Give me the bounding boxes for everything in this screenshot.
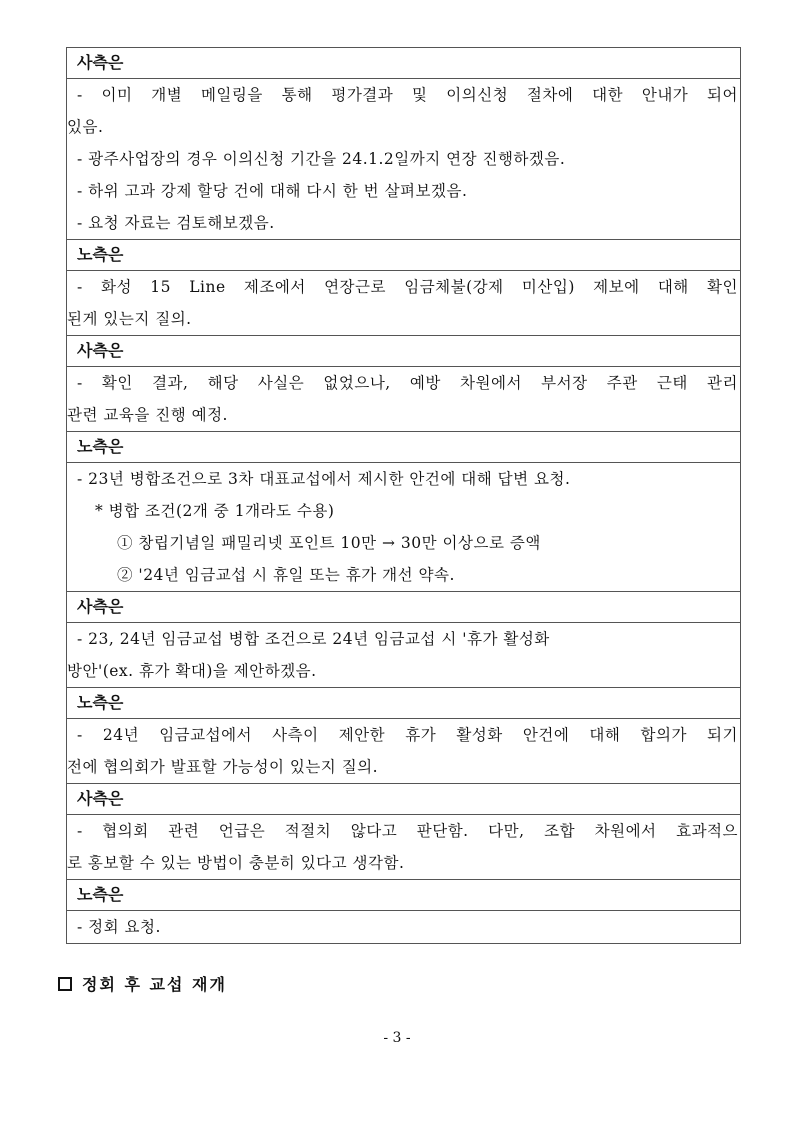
statement-line: 로 홍보할 수 있는 방법이 충분히 있다고 생각함. — [67, 854, 405, 872]
section-heading — [58, 972, 227, 995]
statement-line: * 병합 조건(2개 중 1개라도 수용) — [95, 502, 335, 520]
statement-line: - 광주사업장의 경우 이의신청 기간을 24.1.2일까지 연장 진행하겠음. — [77, 150, 566, 168]
statement-line: 관련 교육을 진행 예정. — [67, 406, 228, 424]
speaker-label: 노측은 — [67, 431, 740, 462]
minutes-table — [66, 47, 741, 944]
statement-block — [67, 78, 740, 239]
speaker-label: 사측은 — [67, 591, 740, 622]
statement-line: - 요청 자료는 검토해보겠음. — [77, 214, 275, 232]
statement-line: - 확인 결과, 해당 사실은 없었으나, 예방 차원에서 부서장 주관 근태 관리 — [77, 374, 738, 392]
statement-block — [67, 814, 740, 879]
statement-line: - 화성 15 Line 제조에서 연장근로 임금체불(강제 미산입) 제보에 대해 확인 — [77, 278, 738, 296]
speaker-label: 노측은 — [67, 687, 740, 718]
checkbox-icon — [58, 977, 72, 991]
statement-block — [67, 910, 740, 943]
statement-line: - 협의회 관련 언급은 적절치 않다고 판단함. 다만, 조합 차원에서 효과적으 — [77, 822, 738, 840]
statement-line: ① 창립기념일 패밀리넷 포인트 10만 → 30만 이상으로 증액 — [117, 534, 541, 552]
statement-block — [67, 462, 740, 591]
statement-block — [67, 718, 740, 783]
statement-line: - 이미 개별 메일링을 통해 평가결과 및 이의신청 절차에 대한 안내가 되어 — [77, 86, 738, 104]
statement-block — [67, 270, 740, 335]
statement-block — [67, 622, 740, 687]
statement-line: 있음. — [67, 118, 104, 136]
section-heading-text: 정회 후 교섭 재개 — [82, 975, 227, 994]
statement-line: 전에 협의회가 발표할 가능성이 있는지 질의. — [67, 758, 379, 776]
statement-line: - 24년 임금교섭에서 사측이 제안한 휴가 활성화 안건에 대해 합의가 되기 — [77, 726, 738, 744]
statement-line: 된게 있는지 질의. — [67, 310, 192, 328]
speaker-label: 사측은 — [67, 783, 740, 814]
page-number: - 3 - — [383, 1030, 411, 1046]
statement-line: - 하위 고과 강제 할당 건에 대해 다시 한 번 살펴보겠음. — [77, 182, 468, 200]
speaker-label: 사측은 — [67, 335, 740, 366]
speaker-label: 노측은 — [67, 239, 740, 270]
statement-line: - 정회 요청. — [77, 918, 161, 936]
statement-block — [67, 366, 740, 431]
statement-line: ② '24년 임금교섭 시 휴일 또는 휴가 개선 약속. — [117, 566, 455, 584]
statement-line: - 23년 병합조건으로 3차 대표교섭에서 제시한 안건에 대해 답변 요청. — [77, 470, 571, 488]
speaker-label: 노측은 — [67, 879, 740, 910]
speaker-label: 사측은 — [77, 53, 124, 72]
statement-line: 방안'(ex. 휴가 확대)을 제안하겠음. — [67, 662, 317, 680]
statement-line: - 23, 24년 임금교섭 병합 조건으로 24년 임금교섭 시 '휴가 활성화 — [77, 630, 550, 648]
